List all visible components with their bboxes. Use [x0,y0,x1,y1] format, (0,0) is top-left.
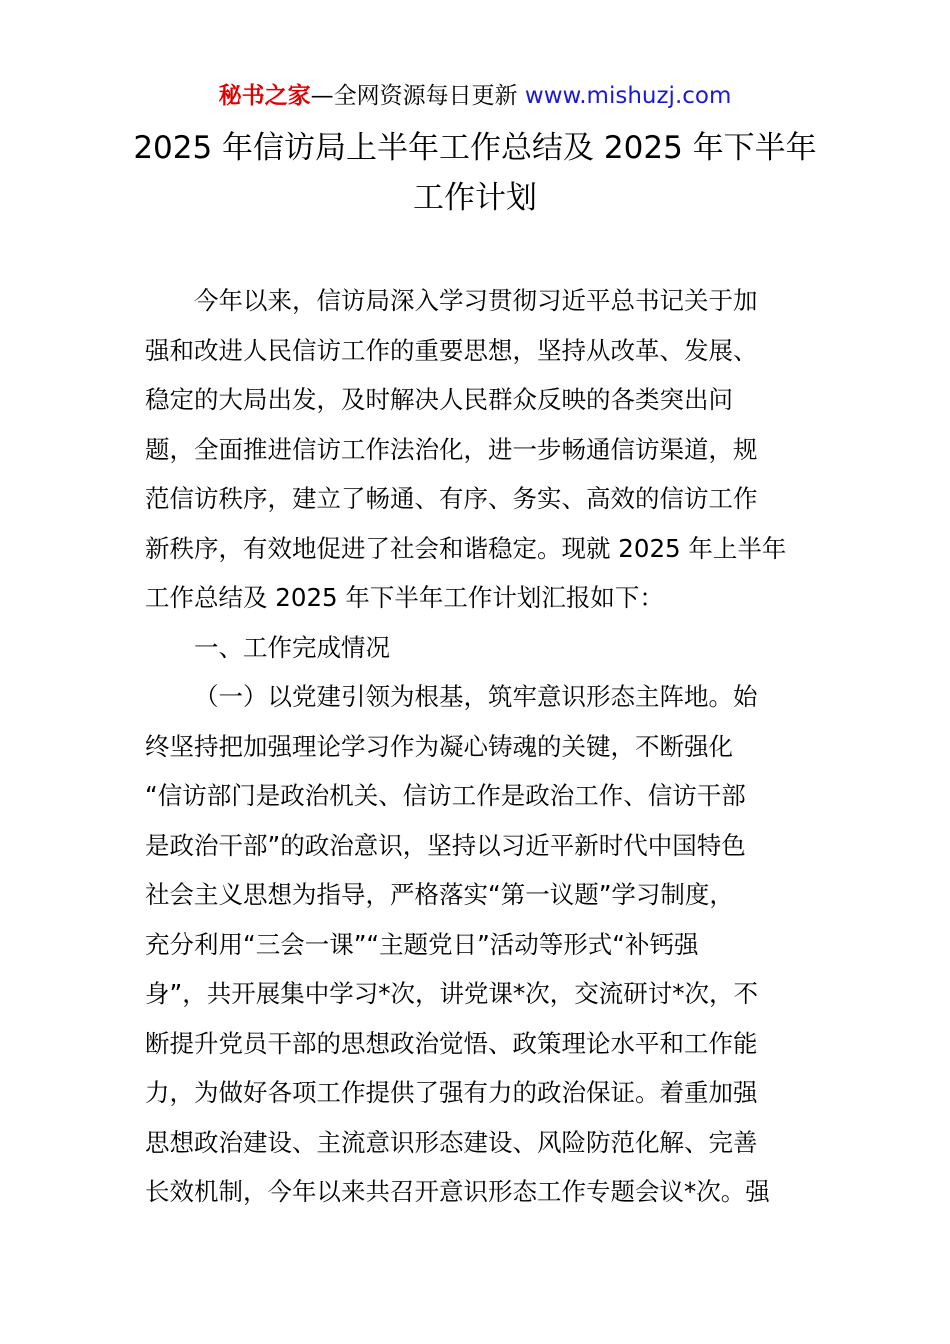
paragraph-line: 力，为做好各项工作提供了强有力的政治保证。着重加强 [145,1078,758,1107]
paragraph-line: 新秩序，有效地促进了社会和谐稳定。现就 2025 年上半年 [145,533,787,563]
paragraph-line: 社会主义思想为指导，严格落实“第一议题”学习制度， [145,880,734,909]
paragraph-line: 范信访秩序，建立了畅通、有序、务实、高效的信访工作 [145,484,758,513]
paragraph-line: 思想政治建设、主流意识形态建设、风险防范化解、完善 [145,1127,758,1157]
brand-name: 秘书之家 [218,83,311,109]
paragraph-line: （一）以党建引领为根基，筑牢意识形态主阵地。始 [194,682,758,711]
site-banner [0,80,950,112]
site-url-link[interactable]: www.mishuzj.com [524,83,732,109]
title-line-1: 2025 年信访局上半年工作总结及 2025 年下半年 [133,130,817,166]
paragraph-line: 断提升党员干部的思想政治觉悟、政策理论水平和工作能 [145,1028,758,1058]
paragraph-line: 身”，共开展集中学习*次，讲党课*次，交流研讨*次，不 [145,979,758,1008]
paragraph-line: 强和改进人民信访工作的重要思想，坚持从改革、发展、 [145,335,758,365]
paragraph-line: 长效机制，今年以来共召开意识形态工作专题会议*次。强 [145,1177,770,1206]
document-title [100,123,850,223]
paragraph-line: “信访部门是政治机关、信访工作是政治工作、信访干部 [145,781,746,810]
paragraph-line: 工作总结及 2025 年下半年工作计划汇报如下： [145,583,664,612]
title-line-2: 工作计划 [413,180,537,216]
document-body [145,276,815,1217]
paragraph-line: 充分利用“三会一课”“主题党日”活动等形式“补钙强 [145,929,699,959]
paragraph-line: 题，全面推进信访工作法治化，进一步畅通信访渠道，规 [145,434,758,464]
banner-tagline: —全网资源每日更新 [310,83,525,109]
paragraph-line: 稳定的大局出发，及时解决人民群众反映的各类突出问 [145,385,733,414]
paragraph-line: 今年以来，信访局深入学习贯彻习近平总书记关于加 [194,286,758,315]
paragraph-line: 是政治干部”的政治意识，坚持以习近平新时代中国特色 [145,830,746,860]
section-heading: 一、工作完成情况 [194,632,390,662]
paragraph-line: 终坚持把加强理论学习作为凝心铸魂的关键，不断强化 [145,731,733,761]
